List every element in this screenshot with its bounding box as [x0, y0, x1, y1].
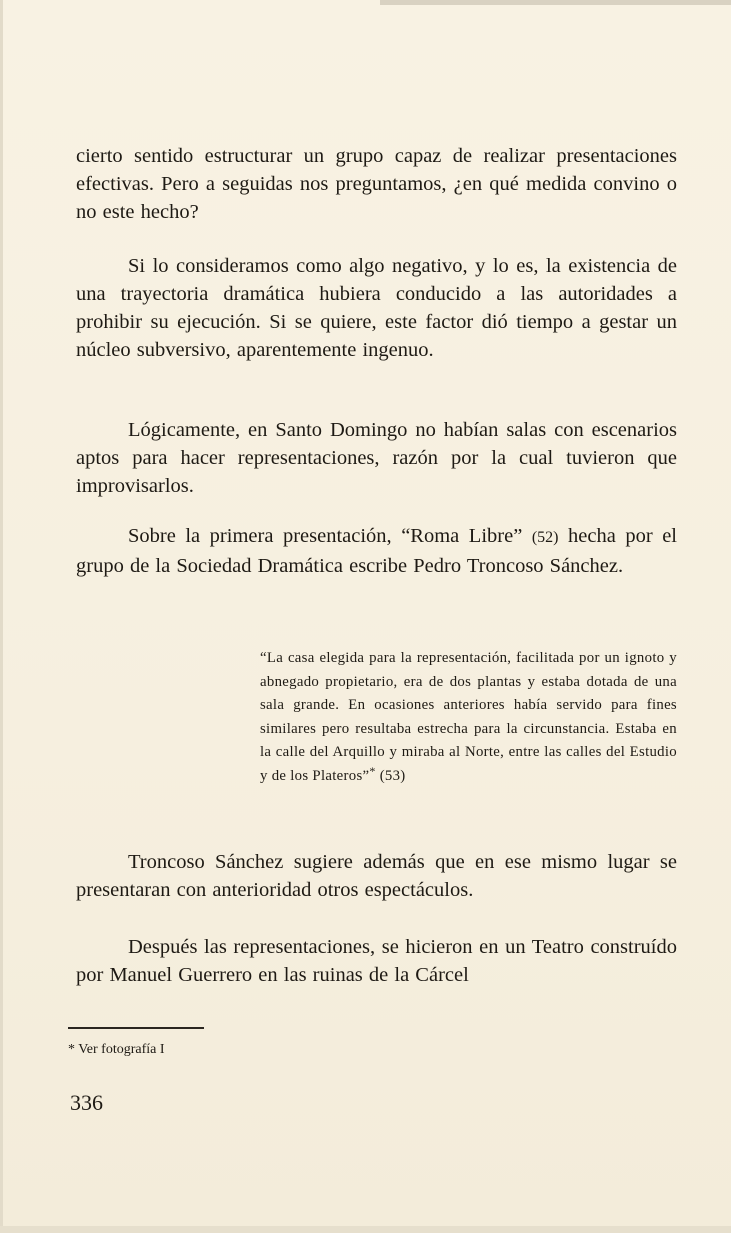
citation-52: (52): [531, 529, 559, 546]
paragraph-1: cierto sentido estructurar un grupo capaz de realizar presentaciones efectivas. Pero a seguidas nos preguntamos, ¿en qué medida convino o no este hecho?: [76, 145, 677, 223]
paragraph-4-text-end: hecha por el grupo de la Sociedad Dramática escribe Pedro Troncoso Sánchez.: [76, 525, 677, 577]
paragraph-4-text-start: Sobre la primera presentación, “Roma Libre”: [128, 525, 523, 547]
page-bottom-edge: [0, 1226, 731, 1233]
block-quote: [260, 647, 677, 789]
page-top-edge: [380, 0, 731, 5]
page-number: 336: [70, 1090, 103, 1115]
paragraph-5: Troncoso Sánchez sugiere además que en ese mismo lugar se presentaran con anterioridad otros espectáculos.: [76, 851, 677, 901]
paragraph-3: Lógicamente, en Santo Domingo no habían salas con escenarios aptos para hacer representaciones, razón por la cual tuvieron que improvisarlos.: [76, 419, 677, 497]
paragraph-2: Si lo consideramos como algo negativo, y lo es, la existencia de una trayectoria dramática hubiera conducido a las autoridades a prohibir su ejecución. Si se quiere, este factor dió tiempo a gestar un núcleo subversivo, aparentemente ingenuo.: [76, 255, 677, 361]
citation-53: (53): [379, 767, 406, 784]
footnote-marker: *: [369, 763, 376, 778]
block-quote-text: “La casa elegida para la representación, facilitada por un ignoto y abnegado propietario, era de dos plantas y estaba dotada de una sala grande. En ocasiones anteriores había servido para fines similares pero resultaba estrecha para la circunstancia. Estaba en la calle del Arquillo y miraba al Norte, entre las calles del Estudio y de los Plateros”: [260, 650, 677, 784]
page-left-edge: [0, 0, 3, 1233]
paragraph-4: [76, 522, 677, 580]
footnote-divider: [68, 1027, 204, 1029]
footnote: * Ver fotografía I: [68, 1042, 165, 1057]
paragraph-6: Después las representaciones, se hicieron en un Teatro construído por Manuel Guerrero en las ruinas de la Cárcel: [76, 936, 677, 986]
